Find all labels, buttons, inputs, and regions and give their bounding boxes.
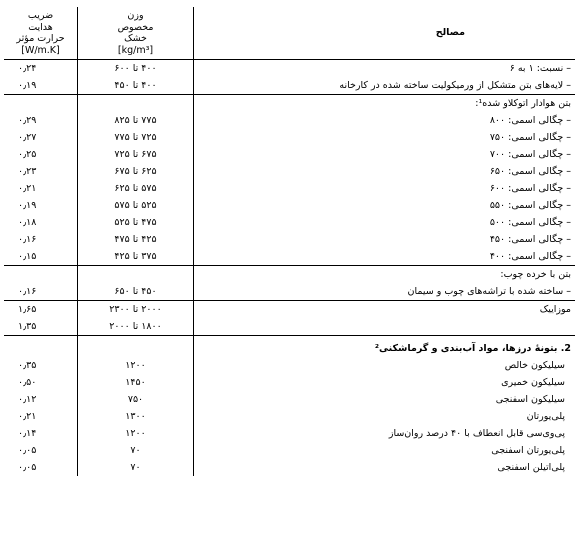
table-row — [4, 408, 575, 425]
empty-cell — [78, 336, 194, 358]
density-cell: ۶۷۵ تا ۷۲۵ — [78, 146, 194, 163]
table-row — [4, 77, 575, 95]
table-row — [4, 391, 575, 408]
table-row — [4, 318, 575, 336]
conductivity-cell: ۰٫۲۴ — [18, 63, 37, 74]
conductivity-cell: ۱٫۳۵ — [4, 318, 78, 336]
material-cell: – چگالی اسمی: ۴۰۰ — [194, 248, 575, 266]
conductivity-cell — [4, 266, 78, 284]
table-row — [4, 60, 575, 78]
conductivity-cell: ۰٫۱۹ — [4, 77, 78, 95]
density-cell — [78, 266, 194, 284]
material-cell: پی‌وی‌سی قابل انعطاف با ۴۰ درصد روان‌ساز — [194, 425, 575, 442]
table-row — [4, 266, 575, 284]
density-cell: ۷۷۵ تا ۸۲۵ — [78, 112, 194, 129]
density-cell: ۷۲۵ تا ۷۷۵ — [78, 129, 194, 146]
table-row — [4, 374, 575, 391]
conductivity-cell: ۰٫۵۰ — [18, 377, 37, 388]
material-cell — [194, 318, 575, 336]
density-cell: ۷۰ — [78, 442, 194, 459]
table-row — [4, 214, 575, 231]
header-density: وزن مخصوص خشک [kg/m³] — [78, 7, 194, 60]
table-row — [4, 442, 575, 459]
density-cell: ۴۰۰ تا ۴۵۰ — [78, 77, 194, 95]
conductivity-cell: ۰٫۲۱ — [18, 411, 37, 422]
conductivity-cell: ۰٫۲۳ — [18, 166, 37, 177]
material-cell: – چگالی اسمی: ۵۵۰ — [194, 197, 575, 214]
table-row — [4, 357, 575, 374]
materials-table-container — [4, 7, 571, 476]
table-row — [4, 283, 575, 301]
material-cell: – ساخته شده با تراشه‌های چوب و سیمان — [194, 283, 575, 301]
material-cell: سیلیکون خالص — [194, 357, 575, 374]
material-cell: بتن هوادار اتوکلاو شده¹: — [194, 95, 575, 113]
table-row — [4, 95, 575, 113]
conductivity-cell: ۰٫۱۸ — [18, 217, 37, 228]
material-cell: پلی‌اتیلن اسفنجی — [194, 459, 575, 476]
conductivity-cell — [4, 95, 78, 113]
material-cell: – چگالی اسمی: ۷۵۰ — [194, 129, 575, 146]
empty-cell — [4, 336, 78, 358]
material-cell: بتن با خرده چوب: — [194, 266, 575, 284]
density-cell: ۱۲۰۰ — [78, 357, 194, 374]
header-conductivity: ضریب هدایت حرارت مؤثر [W/m.K] — [4, 7, 78, 60]
section-title-row — [4, 336, 575, 358]
density-cell: ۷۰ — [78, 459, 194, 476]
table-body — [4, 60, 575, 477]
conductivity-cell: ۰٫۲۹ — [18, 115, 37, 126]
table-row — [4, 163, 575, 180]
density-cell: ۴۷۵ تا ۵۲۵ — [78, 214, 194, 231]
conductivity-cell: ۰٫۱۴ — [18, 428, 37, 439]
material-cell: – چگالی اسمی: ۷۰۰ — [194, 146, 575, 163]
density-cell: ۱۸۰۰ تا ۲۰۰۰ — [78, 318, 194, 336]
density-cell: ۳۷۵ تا ۴۲۵ — [78, 248, 194, 266]
density-cell — [78, 95, 194, 113]
conductivity-cell: ۰٫۰۵ — [18, 445, 37, 456]
conductivity-cell: ۰٫۰۵ — [18, 462, 37, 473]
density-cell: ۲۰۰۰ تا ۲۳۰۰ — [78, 301, 194, 319]
thermal-conductivity-table — [4, 7, 575, 476]
conductivity-cell: ۱٫۶۵ — [18, 304, 37, 315]
table-header-row — [4, 7, 575, 60]
material-cell: سیلیکون اسفنجی — [194, 391, 575, 408]
material-cell: – لایه‌های بتن متشکل از ورمیکولیت ساخته شده در کارخانه — [194, 77, 575, 95]
material-cell: – نسبت: ۱ به ۶ — [194, 60, 575, 78]
density-cell: ۷۵۰ — [78, 391, 194, 408]
material-cell: – چگالی اسمی: ۶۵۰ — [194, 163, 575, 180]
conductivity-cell: ۰٫۲۱ — [18, 183, 37, 194]
material-cell: – چگالی اسمی: ۶۰۰ — [194, 180, 575, 197]
conductivity-cell: ۰٫۱۹ — [18, 200, 37, 211]
material-cell: – چگالی اسمی: ۴۵۰ — [194, 231, 575, 248]
section-2-title: 2. بتونهٔ درزها، مواد آب‌بندی و گرماشکنی² — [194, 336, 575, 358]
material-cell: پلی‌یورتان اسفنجی — [194, 442, 575, 459]
conductivity-cell: ۰٫۲۷ — [18, 132, 37, 143]
conductivity-cell: ۰٫۱۶ — [18, 234, 37, 245]
conductivity-cell: ۰٫۲۵ — [18, 149, 37, 160]
density-cell: ۱۴۵۰ — [78, 374, 194, 391]
material-cell: – چگالی اسمی: ۸۰۰ — [194, 112, 575, 129]
conductivity-cell: ۰٫۳۵ — [18, 360, 37, 371]
table-row — [4, 146, 575, 163]
table-row — [4, 112, 575, 129]
density-cell: ۴۰۰ تا ۶۰۰ — [78, 60, 194, 78]
table-row — [4, 197, 575, 214]
conductivity-cell: ۰٫۱۵ — [4, 248, 78, 266]
table-row — [4, 180, 575, 197]
table-row — [4, 129, 575, 146]
density-cell: ۴۵۰ تا ۶۵۰ — [78, 283, 194, 301]
density-cell: ۴۲۵ تا ۴۷۵ — [78, 231, 194, 248]
material-cell: سیلیکون خمیری — [194, 374, 575, 391]
table-row — [4, 248, 575, 266]
density-cell: ۱۲۰۰ — [78, 425, 194, 442]
density-cell: ۱۳۰۰ — [78, 408, 194, 425]
table-row — [4, 301, 575, 319]
table-row — [4, 459, 575, 476]
conductivity-cell: ۰٫۱۶ — [4, 283, 78, 301]
material-cell: پلی‌یورتان — [194, 408, 575, 425]
header-material: مصالح — [194, 7, 575, 60]
material-cell: موزاییک — [194, 301, 575, 319]
material-cell: – چگالی اسمی: ۵۰۰ — [194, 214, 575, 231]
density-cell: ۵۷۵ تا ۶۲۵ — [78, 180, 194, 197]
table-row — [4, 425, 575, 442]
conductivity-cell: ۰٫۱۲ — [18, 394, 37, 405]
density-cell: ۶۲۵ تا ۶۷۵ — [78, 163, 194, 180]
density-cell: ۵۲۵ تا ۵۷۵ — [78, 197, 194, 214]
table-row — [4, 231, 575, 248]
